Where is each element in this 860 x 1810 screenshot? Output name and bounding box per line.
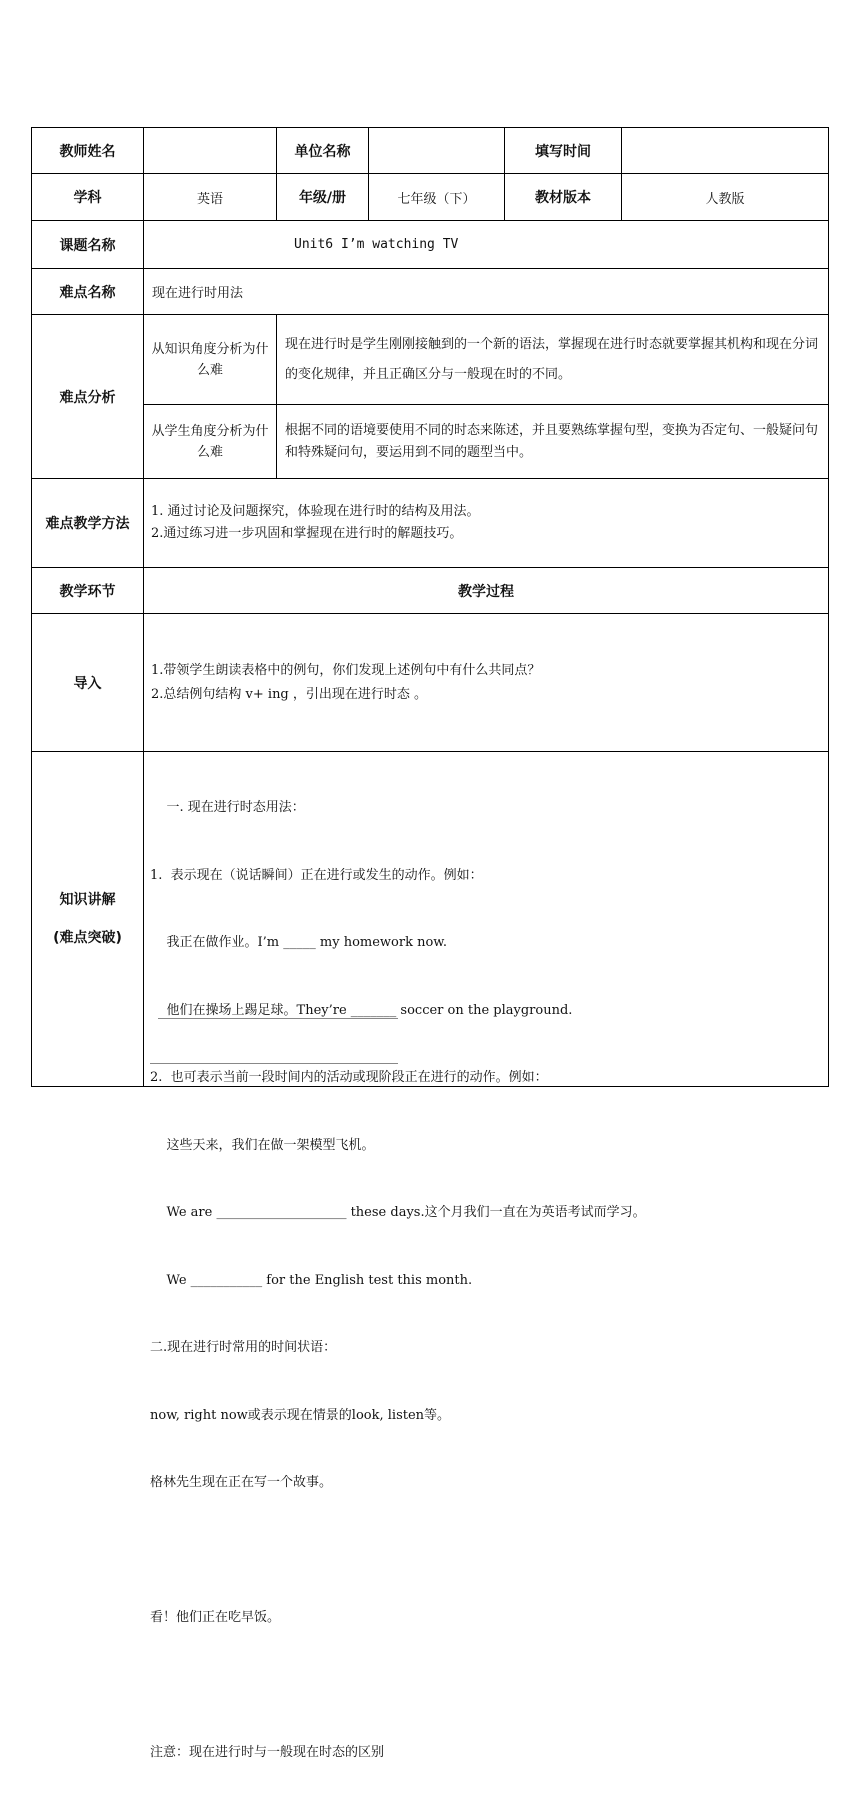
knowledge-label-line-2: (难点突破) (53, 930, 122, 946)
unit-name-field (369, 128, 504, 173)
knowledge-line: now, right now或表示现在情景的look, listen等。 (150, 1407, 451, 1423)
topic-value: Unit6 I’m watching TV (294, 237, 459, 252)
answer-blank-line (158, 1018, 398, 1019)
edition-label: 教材版本 (535, 190, 591, 206)
edition-value: 人教版 (705, 191, 745, 207)
grade-label: 年级/册 (298, 190, 347, 206)
intro-line-1: 1.带领学生朗读表格中的例句，你们发现上述例句中有什么共同点？ (151, 662, 541, 678)
subject-label: 学科 (73, 190, 102, 206)
answer-blank-line (150, 1063, 398, 1064)
teacher-name-label: 教师姓名 (59, 143, 116, 160)
knowledge-label (32, 752, 143, 1086)
knowledge-line: 我正在做作业。I’m _____ my homework now. (150, 935, 448, 950)
knowledge-line: 这些天来，我们在做一架模型飞机。 (150, 1137, 375, 1153)
analysis-label: 难点分析 (59, 389, 116, 406)
intro-content (144, 614, 828, 751)
knowledge-line: 他们在操场上踢足球。They’re _______ soccer on the playground. (150, 1002, 573, 1018)
knowledge-line: 一. 现在进行时态用法： (150, 800, 305, 815)
intro-line-2: 2.总结例句结构 v+ ing ，引出现在进行时态 。 (151, 686, 428, 702)
unit-name-label: 单位名称 (294, 143, 351, 160)
difficulty-label: 难点名称 (59, 284, 116, 301)
knowledge-line: 二.现在进行时常用的时间状语： (150, 1340, 337, 1355)
knowledge-label-line-1: 知识讲解 (59, 892, 116, 908)
student-angle-text: 根据不同的语境要使用不同的时态来陈述，并且要熟练掌握句型，变换为否定句、一般疑问句和特殊疑问句，要运用到不同的题型当中。 (285, 422, 819, 460)
student-angle-label: 从学生角度分析为什么难 (151, 423, 269, 460)
grade-value: 七年级（下） (397, 191, 476, 207)
method-line-1: 1. 通过讨论及问题探究，体验现在进行时的结构及用法。 (151, 504, 480, 519)
difficulty-value: 现在进行时用法 (152, 286, 244, 301)
fill-date-field (622, 128, 828, 173)
method-content (144, 479, 828, 567)
knowledge-angle-label: 从知识角度分析为什么难 (151, 341, 269, 378)
knowledge-line: We ___________ for the English test this month. (150, 1272, 473, 1288)
method-line-2: 2.通过练习进一步巩固和掌握现在进行时的解题技巧。 (151, 526, 463, 541)
knowledge-content (150, 752, 820, 1810)
knowledge-line: 注意：现在进行时与一般现在时态的区别 (150, 1745, 385, 1760)
subject-value: 英语 (196, 191, 223, 207)
knowledge-line (150, 1675, 820, 1698)
knowledge-line: 1. 表示现在（说话瞬间）正在进行或发生的动作。例如： (150, 867, 483, 883)
knowledge-line: 2. 也可表示当前一段时间内的活动或现阶段正在进行的动作。例如： (150, 1070, 548, 1085)
knowledge-line: 格林先生现在正在写一个故事。 (150, 1475, 333, 1490)
process-header: 教学过程 (458, 583, 514, 600)
lesson-plan-table (31, 127, 829, 1760)
knowledge-line (150, 1540, 820, 1563)
knowledge-angle-text: 现在进行时是学生刚刚接触到的一个新的语法，掌握现在进行时态就要掌握其机构和现在分词的变化规律，并且正确区分与一般现在时的不同。 (285, 336, 819, 382)
method-label: 难点教学方法 (45, 516, 130, 532)
stage-header: 教学环节 (59, 583, 116, 600)
intro-label: 导入 (73, 675, 102, 692)
knowledge-line: 看！他们正在吃早饭。 (150, 1610, 281, 1625)
fill-date-label: 填写时间 (535, 143, 591, 160)
topic-label: 课题名称 (59, 237, 116, 254)
knowledge-line: We are ____________________ these days.这个月我们一直在为英语考试而学习。 (150, 1205, 646, 1220)
teacher-name-field (144, 128, 276, 173)
